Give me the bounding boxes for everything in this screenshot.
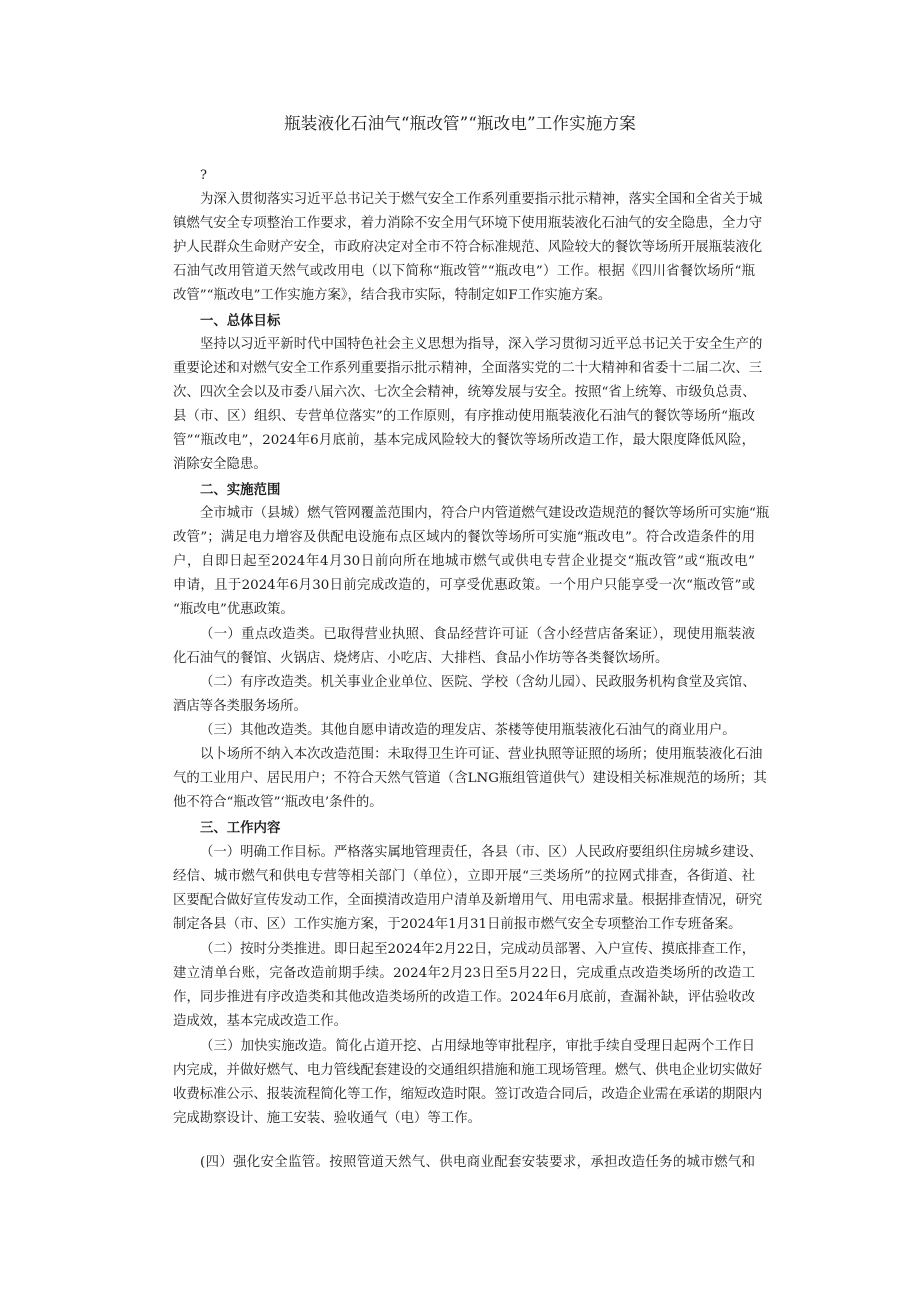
paragraph-line: 坚持以习近平新时代中国特色社会主义思想为指导，深入学习贯彻习近平总书记关于安全生产的 — [200, 337, 763, 352]
paragraph-line: 消除安全隐患。 — [173, 457, 267, 472]
paragraph-line: 内完成，并做好燃气、电力管线配套建设的交通组织措施和施工现场管理。燃气、供电企业切实做好 — [173, 1063, 763, 1078]
placeholder-marker: ? — [200, 168, 207, 183]
paragraph-line: 以卜场所不纳入本次改造范围：未取得卫生许可证、营业执照等证照的场所；使用瓶装液化石油 — [200, 747, 763, 762]
paragraph-line: 改管”；满足电力增容及供配电设施布点区域内的餐饮等场所可实施“瓶改电”。符合改造条件的用 — [173, 530, 755, 545]
paragraph-line: 次、四次全会以及市委八届六次、七次全会精神，统筹发展与安全。按照“省上统筹、市级负总责、 — [173, 385, 756, 400]
section-heading: 一、总体目标 — [200, 313, 281, 329]
paragraph-line: 镇燃气安全专项整治工作要求，着力消除不安全用气环境下使用瓶装液化石油气的安全隐患，全力守 — [173, 216, 763, 231]
document-title: 瓶装液化石油气“瓶改管”“瓶改电”工作实施方案 — [284, 114, 636, 133]
paragraph-line: 经信、城市燃气和供电专营等相关部门（单位），立即开展“三类场所”的拉网式排查，各街道、社 — [173, 869, 755, 884]
paragraph-line: 改管”“瓶改电”工作实施方案》，结合我市实际，特制定如F工作实施方案。 — [173, 288, 612, 303]
paragraph-line: 酒店等各类服务场所。 — [173, 699, 307, 714]
paragraph-line: “瓶改电”优惠政策。 — [173, 602, 294, 617]
paragraph-line: 造成效，基本完成改造工作。 — [173, 1014, 348, 1029]
paragraph-line: 建立清单台账，完备改造前期手续。2024年2月23日至5月22日，完成重点改造类场所的改造工 — [173, 966, 755, 981]
paragraph-line: 化石油气的餐馆、火锅店、烧烤店、小吃店、大排档、食品小作坊等各类餐饮场所。 — [173, 651, 669, 666]
section-heading: 三、工作内容 — [200, 820, 281, 836]
paragraph-line: 收费标准公示、报装流程简化等工作，缩短改造时限。签订改造合同后，改造企业需在承诺的期限内 — [173, 1087, 763, 1102]
paragraph-line: （二）按时分类推进。即日起至2024年2月22日，完成动员部署、入户宣传、摸底排查工作， — [200, 942, 756, 957]
paragraph-line: 制定各县（市、区）工作实施方案，于2024年1月31日前报市燃气安全专项整治工作专班备案。 — [173, 917, 742, 932]
paragraph-line: 全市城市（县城）燃气管网覆盖范围内，符合户内管道燃气建设改造规范的餐饮等场所可实施“瓶 — [200, 506, 770, 521]
paragraph-line: 县（市、区）组织、专营单位落实”的工作原则，有序推动使用瓶装液化石油气的餐饮等场所“瓶改 — [173, 409, 755, 424]
paragraph-line: 申请，且于2024年6月30日前完成改造的，可享受优惠政策。一个用户只能享受一次“瓶改管”或 — [173, 578, 755, 593]
paragraph-line: 为深入贯彻落实习近平总书记关于燃气安全工作系列重要指示批示精神，落实全国和全省关于城 — [200, 192, 763, 207]
paragraph-line: 户，自即日起至2024年4月30日前向所在地城市燃气或供电专营企业提交“瓶改管”或“瓶改电” — [173, 554, 755, 569]
paragraph-line: （一）明确工作目标。严格落实属地管理责任，各县（市、区）人民政府要组织住房城乡建设、 — [200, 845, 763, 860]
paragraph-line: 他不符合“瓶改管”‘瓶改电’条件的。 — [173, 795, 383, 810]
paragraph-line: 完成勘察设计、施工安装、验收通气（电）等工作。 — [173, 1111, 481, 1126]
paragraph-line: 区要配合做好宣传发动工作，全面摸清改造用户清单及新增用气、用电需求量。根据排查情况，研究 — [173, 893, 763, 908]
paragraph-line: 重要论述和对燃气安全工作系列重要指示批示精神，全面落实党的二十大精神和省委十二届二次、三 — [173, 361, 763, 376]
paragraph-line: 护人民群众生命财产安全，市政府决定对全市不符合标准规范、风险较大的餐饮等场所开展瓶装液化 — [173, 240, 763, 255]
paragraph-line: 气的工业用户、居民用户；不符合天然气管道（含LNG瓶组管道供气）建设相关标准规范的场所；其 — [173, 771, 767, 786]
section-heading: 二、实施范围 — [200, 482, 281, 498]
paragraph-line: （三）其他改造类。其他自愿申请改造的理发店、茶楼等使用瓶装液化石油气的商业用户。 — [200, 723, 736, 738]
paragraph-line: （一）重点改造类。已取得营业执照、食品经营许可证（含小经营店备案证），现使用瓶装液 — [200, 627, 755, 642]
paragraph-line: 石油气改用管道天然气或改用电（以下简称“瓶改管”“瓶改电”）工作。根据《四川省餐饮场所“瓶 — [173, 264, 755, 279]
paragraph-line: 管”“瓶改电”，2024年6月底前，基本完成风险较大的餐饮等场所改造工作，最大限度降低风险， — [173, 433, 755, 448]
paragraph-line: （二）有序改造类。机关事业企业单位、医院、学校（含幼儿园）、民政服务机构食堂及宾馆、 — [200, 675, 756, 690]
paragraph-line: (四）强化安全监管。按照管道天然气、供电商业配套安装要求，承担改造任务的城市燃气和 — [200, 1155, 755, 1170]
paragraph-line: （三）加快实施改造。简化占道开挖、占用绿地等审批程序，审批手续自受理日起两个工作日 — [200, 1039, 755, 1054]
paragraph-line: 作，同步推进有序改造类和其他改造类场所的改造工作。2024年6月底前，查漏补缺，评估验收改 — [173, 990, 755, 1005]
